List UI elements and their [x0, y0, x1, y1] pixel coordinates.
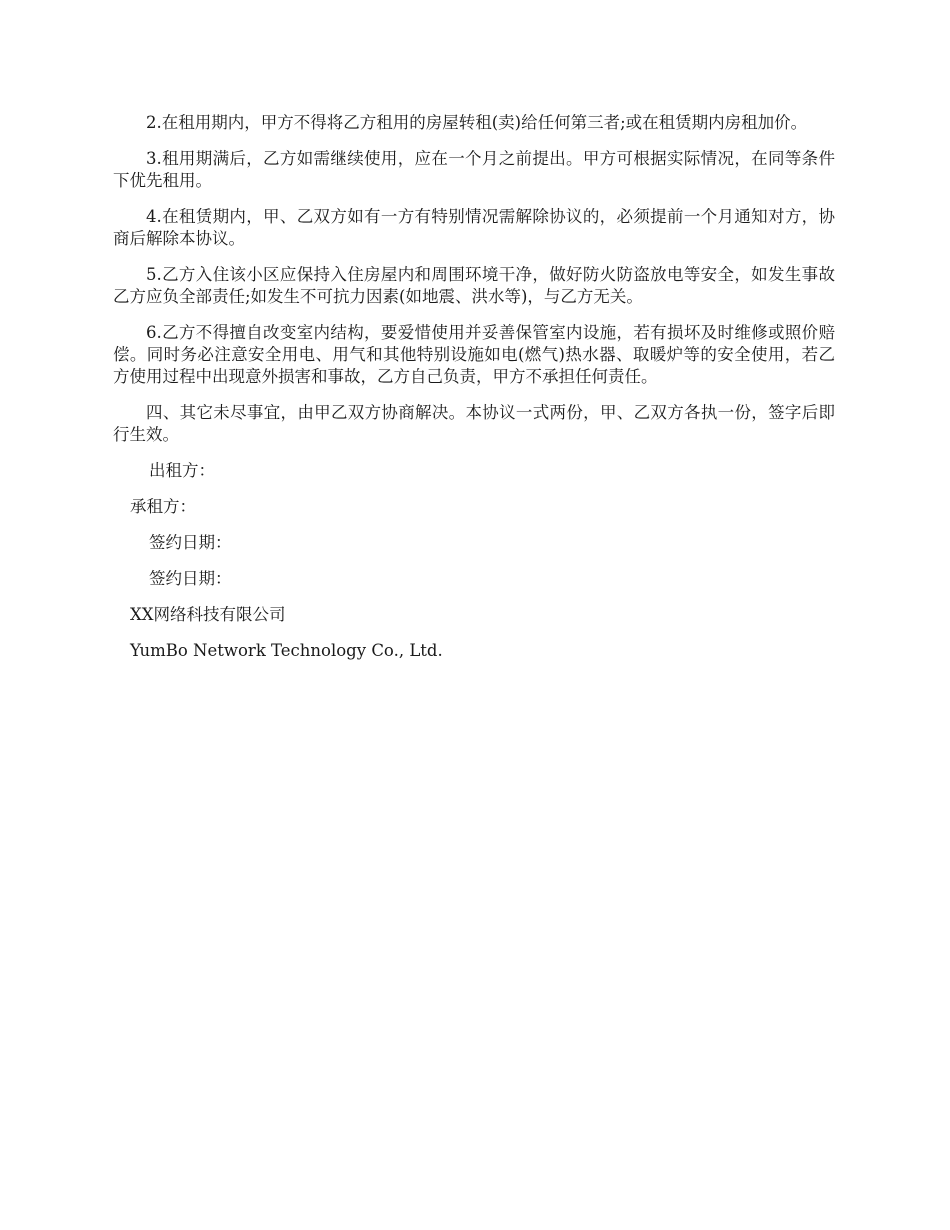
clause-3: 3.租用期满后，乙方如需继续使用，应在一个月之前提出。甲方可根据实际情况，在同等条件下优先租用。	[113, 149, 835, 190]
clause-6: 6.乙方不得擅自改变室内结构，要爱惜使用并妥善保管室内设施，若有损坏及时维修或照价赔偿。同时务必注意安全用电、用气和其他特别设施如电(燃气)热水器、取暖炉等的安全使用，若乙方使用过程中出现意外损害和事故，乙方自己负责，甲方不承担任何责任。	[113, 323, 835, 386]
sign-date-label-1: 签约日期：	[149, 533, 232, 552]
lessor-label: 出租方：	[149, 461, 215, 480]
clause-section-4: 四、其它未尽事宜，由甲乙双方协商解决。本协议一式两份，甲、乙双方各执一份，签字后即行生效。	[113, 403, 835, 444]
clause-2: 2.在租用期内，甲方不得将乙方租用的房屋转租(卖)给任何第三者;或在租赁期内房租加价。	[146, 113, 808, 132]
company-name-en: YumBo Network Technology Co., Ltd.	[130, 641, 443, 660]
sign-date-label-2: 签约日期：	[149, 569, 232, 588]
lessee-label: 承租方：	[130, 497, 196, 516]
clause-4: 4.在租赁期内，甲、乙双方如有一方有特别情况需解除协议的，必须提前一个月通知对方，协商后解除本协议。	[113, 207, 835, 248]
company-name-cn: XX网络科技有限公司	[130, 605, 286, 624]
clause-5: 5.乙方入住该小区应保持入住房屋内和周围环境干净，做好防火防盗放电等安全，如发生事故乙方应负全部责任;如发生不可抗力因素(如地震、洪水等)，与乙方无关。	[113, 265, 835, 306]
document-page	[113, 112, 835, 676]
